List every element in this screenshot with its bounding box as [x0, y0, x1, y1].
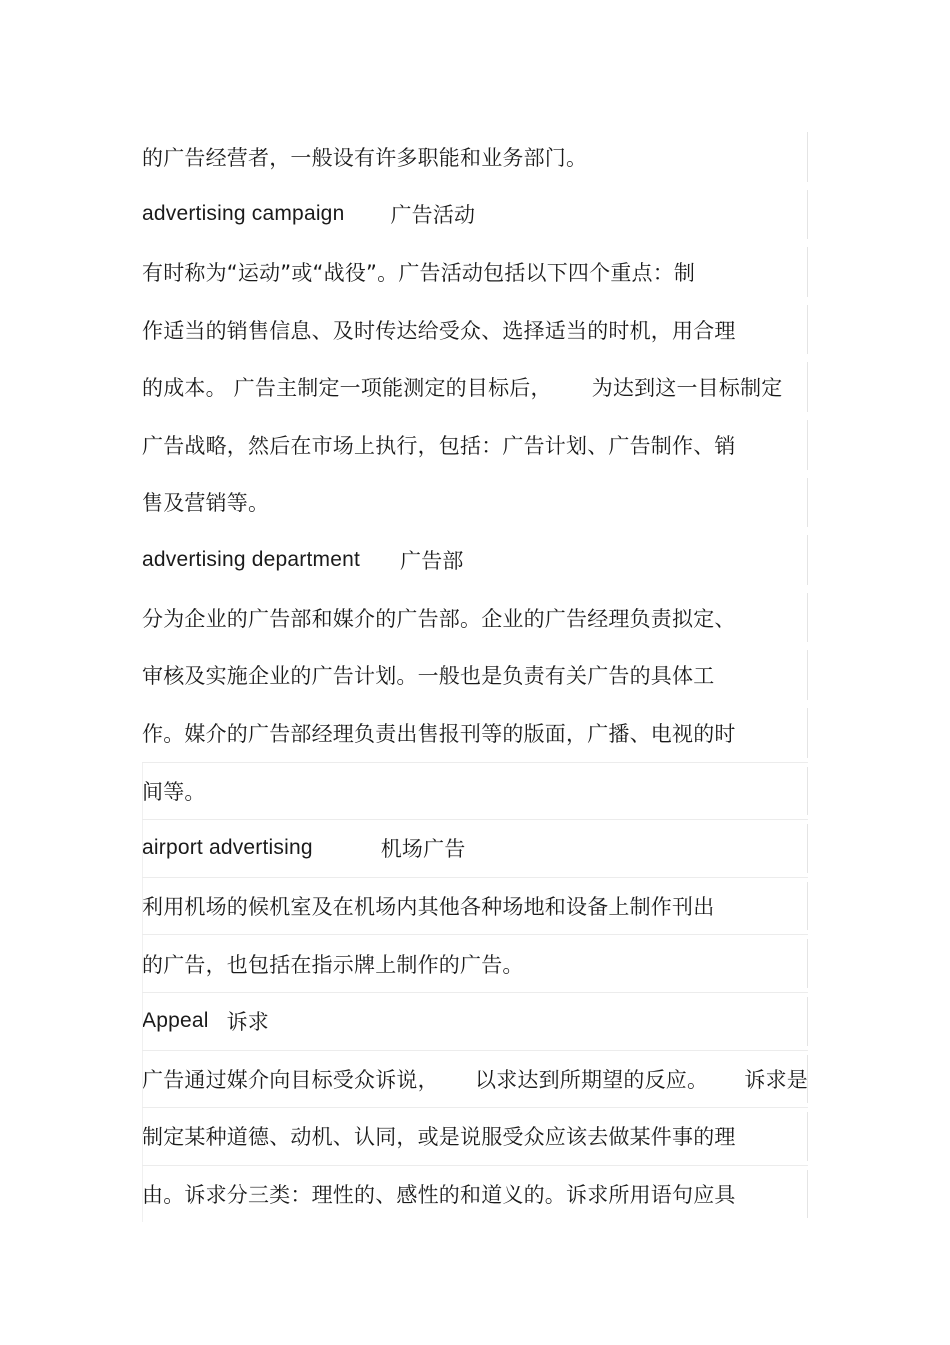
term-chinese: 广告部 [400, 548, 464, 573]
term-heading [142, 186, 808, 244]
text-line [142, 646, 808, 704]
term-english: airport advertising [142, 836, 313, 860]
paragraph-text: 利用机场的候机室及在机场内其他各种场地和设备上制作刊出 [142, 895, 715, 920]
text-line [142, 704, 808, 762]
paragraph-text: 诉求是 [744, 1067, 808, 1092]
term-heading [142, 992, 808, 1050]
paragraph-text: 售及营销等。 [142, 491, 270, 516]
term-english: advertising department [142, 547, 361, 571]
paragraph-text: 制定某种道德、动机、认同，或是说服受众应该去做某件事的理 [142, 1125, 736, 1150]
text-line [142, 762, 808, 820]
paragraph-text: 以求达到所期望的反应。 [475, 1067, 709, 1092]
paragraph-text: 的成本。 广告主制定一项能测定的目标后， [142, 376, 552, 401]
text-line [142, 877, 808, 935]
paragraph-text: 有时称为“运动”或“战役”。广告活动包括以下四个重点：制 [142, 260, 696, 285]
paragraph-text: 作适当的销售信息、及时传达给受众、选择适当的时机，用合理 [142, 318, 736, 343]
term-english: Appeal [142, 1009, 209, 1033]
term-chinese: 机场广告 [380, 837, 466, 862]
text-line [142, 934, 808, 992]
text-line [142, 416, 808, 474]
text-line [142, 1050, 808, 1108]
paragraph-text: 的广告经营者，一般设有许多职能和业务部门。 [142, 145, 588, 170]
paragraph-text: 由。诉求分三类：理性的、感性的和道义的。诉求所用语句应具 [142, 1182, 736, 1207]
paragraph-text: 的广告，也包括在指示牌上制作的广告。 [142, 952, 524, 977]
text-body [142, 128, 808, 1222]
term-heading [142, 819, 808, 877]
paragraph-text: 作。媒介的广告部经理负责出售报刊等的版面，广播、电视的时 [142, 721, 736, 746]
paragraph-text: 分为企业的广告部和媒介的广告部。企业的广告经理负责拟定、 [142, 606, 736, 631]
text-line [142, 301, 808, 359]
paragraph-text: 审核及实施企业的广告计划。一般也是负责有关广告的具体工 [142, 664, 715, 689]
text-line [142, 358, 808, 416]
text-line [142, 1107, 808, 1165]
term-chinese: 广告活动 [390, 203, 476, 228]
paragraph-text: 间等。 [142, 779, 206, 804]
text-line [142, 589, 808, 647]
text-line [142, 1165, 808, 1223]
paragraph-text: 广告战略，然后在市场上执行，包括：广告计划、广告制作、销 [142, 433, 736, 458]
paragraph-text: 广告通过媒介向目标受众诉说， [142, 1067, 439, 1092]
paragraph-text: 为达到这一目标制定 [591, 376, 783, 401]
term-heading [142, 531, 808, 589]
text-line [142, 474, 808, 532]
text-line [142, 128, 808, 186]
text-line [142, 243, 808, 301]
term-english: advertising campaign [142, 202, 345, 226]
term-chinese: 诉求 [226, 1010, 269, 1035]
